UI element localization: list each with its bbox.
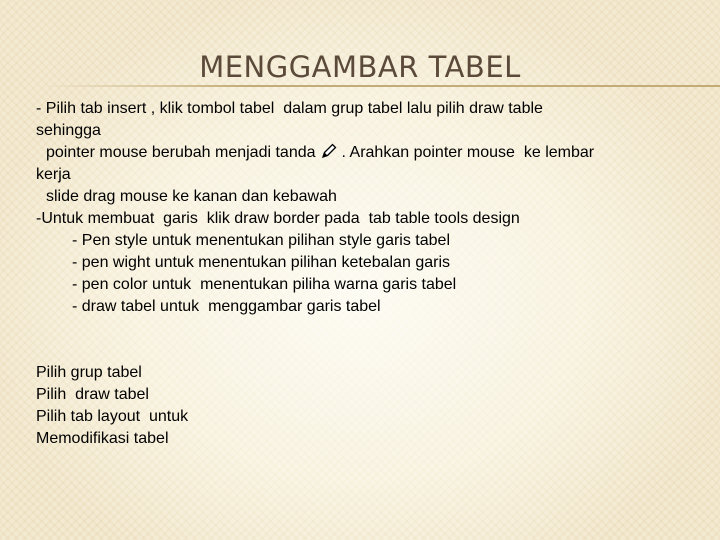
slide-body (36, 98, 696, 450)
body-line: - Pen style untuk menentukan pilihan style garis tabel (72, 232, 450, 249)
body-line: - draw tabel untuk menggambar garis tabel (72, 298, 381, 315)
body-line: -Untuk membuat garis klik draw border pada tab table tools design (36, 210, 520, 227)
title-area (0, 50, 720, 84)
body-line: kerja (36, 166, 71, 183)
step-line: Pilih draw tabel (36, 386, 149, 403)
body-line: slide drag mouse ke kanan dan kebawah (46, 188, 337, 205)
step-line: Memodifikasi tabel (36, 430, 169, 447)
body-line-with-icon (36, 142, 696, 164)
title-divider (40, 85, 720, 87)
spacer (36, 318, 696, 362)
body-line: sehingga (36, 122, 101, 139)
step-line: Pilih tab layout untuk (36, 408, 189, 425)
body-line: - pen wight untuk menentukan pilihan ketebalan garis (72, 254, 451, 271)
step-line: Pilih grup tabel (36, 364, 142, 381)
slide-title: MENGGAMBAR TABEL (199, 50, 521, 84)
body-line: - pen color untuk menentukan piliha warna garis tabel (72, 276, 457, 293)
body-line: - Pilih tab insert , klik tombol tabel dalam grup tabel lalu pilih draw table (36, 100, 543, 117)
body-text: . Arahkan pointer mouse ke lembar (341, 144, 595, 161)
pencil-icon (320, 142, 338, 160)
body-text: pointer mouse berubah menjadi tanda (46, 144, 316, 161)
